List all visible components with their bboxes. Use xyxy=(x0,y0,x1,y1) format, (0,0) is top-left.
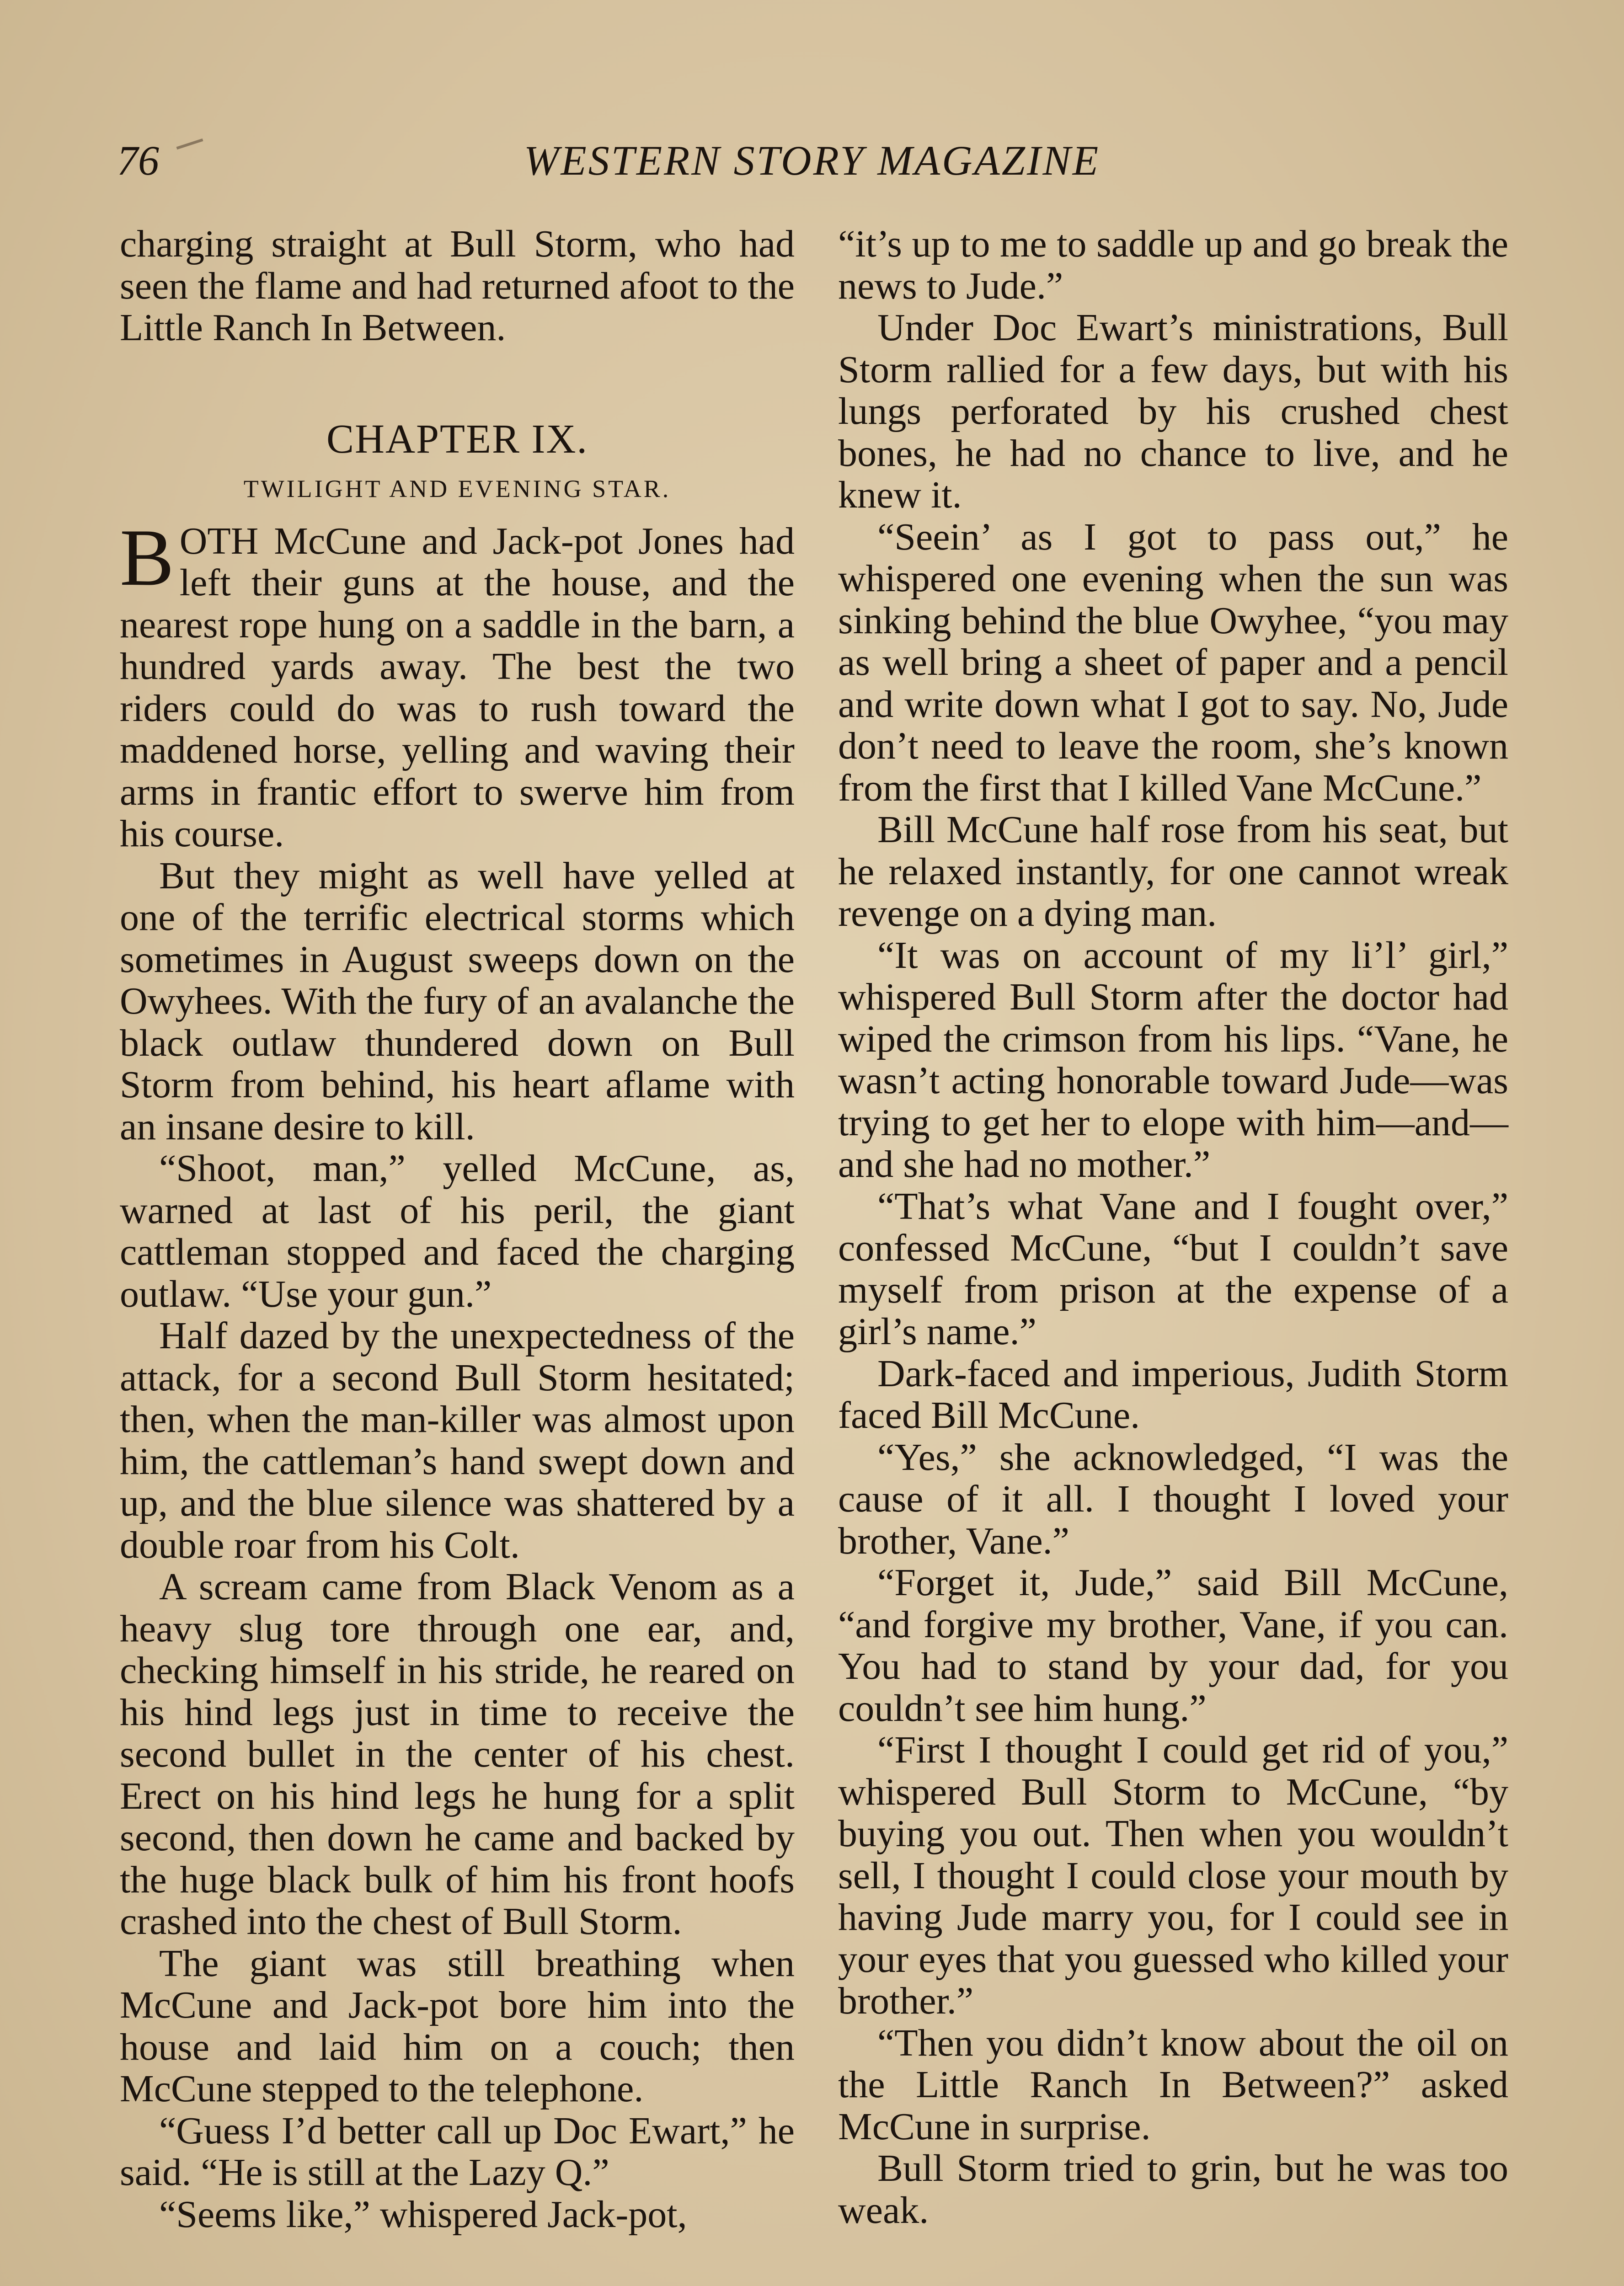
paragraph: Under Doc Ewart’s ministrations, Bull Storm rallied for a few days, but with his lungs perforated by his crushed chest bones, he had no chance to live, and he knew it. xyxy=(838,306,1508,516)
paragraph: Half dazed by the unexpectedness of the attack, for a second Bull Storm hesitated; then, when the man-killer was almost upon him, the cattleman’s hand swept down and up, and the blue silence was shattered by a double roar from his Colt. xyxy=(120,1314,795,1566)
paragraph: The giant was still breathing when McCune and Jack-pot bore him into the house and laid him on a couch; then McCune stepped to the telephone. xyxy=(120,1942,795,2110)
paragraph: “First I thought I could get rid of you,” whispered Bull Storm to McCune, “by buying you out. Then when you wouldn’t sell, I thought I could close your mouth by having Jude marry you, for I could see in your eyes that you guessed who killed your brother.” xyxy=(838,1729,1508,2022)
paragraph: Bill McCune half rose from his seat, but he relaxed instantly, for one cannot wreak revenge on a dying man. xyxy=(838,808,1508,935)
page-number: 76 xyxy=(117,137,159,184)
drop-cap: B xyxy=(120,512,174,603)
paragraph: But they might as well have yelled at one of the terrific electrical storms which sometimes in August sweeps down on the Owyhees. With the fury of an avalanche the black outlaw thundered down on Bull Storm from behind, his heart aflame with an insane desire to kill. xyxy=(120,854,795,1148)
paragraph: “Seein’ as I got to pass out,” he whispered one evening when the sun was sinking behind the blue Owyhee, “you may as well bring a sheet of paper and a pencil and write down what I got to say. No, Jude don’t need to leave the room, she’s known from the first that I killed Vane McCune.” xyxy=(838,515,1508,809)
paragraph: “It was on account of my li’l’ girl,” whispered Bull Storm after the doctor had wiped the crimson from his lips. “Vane, he wasn’t acting honorable toward Jude—was trying to get her to elope with him—and—and she had no mother.” xyxy=(838,934,1508,1186)
paragraph: A scream came from Black Venom as a heavy slug tore through one ear, and, checking himself in his stride, he reared on his hind legs just in time to receive the second bullet in the center of his chest. Erect on his hind legs he hung for a split second, then down he came and backed by the huge black bulk of him his front hoofs crashed into the chest of Bull Storm. xyxy=(120,1565,795,1943)
magazine-title: WESTERN STORY MAGAZINE xyxy=(524,137,1100,184)
paragraph: “That’s what Vane and I fought over,” confessed McCune, “but I couldn’t save myself from prison at the expense of a girl’s name.” xyxy=(838,1185,1508,1353)
paragraph: “Seems like,” whispered Jack-pot, xyxy=(159,2193,687,2236)
paragraph: “it’s up to me to saddle up and go break the news to Jude.” xyxy=(838,223,1508,307)
paragraph: “Shoot, man,” yelled McCune, as, warned at last of his peril, the giant cattleman stopped and faced the charging outlaw. “Use your gun.” xyxy=(120,1147,795,1315)
paragraph: “Then you didn’t know about the oil on the Little Ranch In Between?” asked McCune in surprise. xyxy=(838,2021,1508,2148)
opening-text: OTH McCune and Jack-pot Jones had left their guns at the house, and the nearest rope hung on a saddle in the barn, a hundred yards away. The best the two riders could do was to rush toward the maddened horse, yelling and waving their arms in frantic effort to swerve him from his course. xyxy=(120,519,795,855)
paragraph: Dark-faced and imperious, Judith Storm faced Bill McCune. xyxy=(838,1352,1508,1437)
paragraph: “Guess I’d better call up Doc Ewart,” he said. “He is still at the Lazy Q.” xyxy=(120,2109,795,2194)
paragraph: Bull Storm tried to grin, but he was too weak. xyxy=(838,2147,1508,2232)
page-header xyxy=(0,133,1624,206)
paragraph: “Forget it, Jude,” said Bill McCune, “and forgive my brother, Vane, if you can. You had to stand by your dad, for you couldn’t see him hung.” xyxy=(838,1561,1508,1730)
paragraph: “Yes,” she acknowledged, “I was the cause of it all. I thought I loved your brother, Vane.” xyxy=(838,1436,1508,1562)
paragraph: charging straight at Bull Storm, who had seen the flame and had returned afoot to the Little Ranch In Between. xyxy=(120,223,795,349)
right-column xyxy=(838,223,1508,2231)
chapter-subtitle: TWILIGHT AND EVENING STAR. xyxy=(243,475,671,502)
chapter-opening-paragraph xyxy=(120,512,795,855)
left-column xyxy=(120,223,795,2235)
chapter-title: CHAPTER IX. xyxy=(326,416,588,462)
